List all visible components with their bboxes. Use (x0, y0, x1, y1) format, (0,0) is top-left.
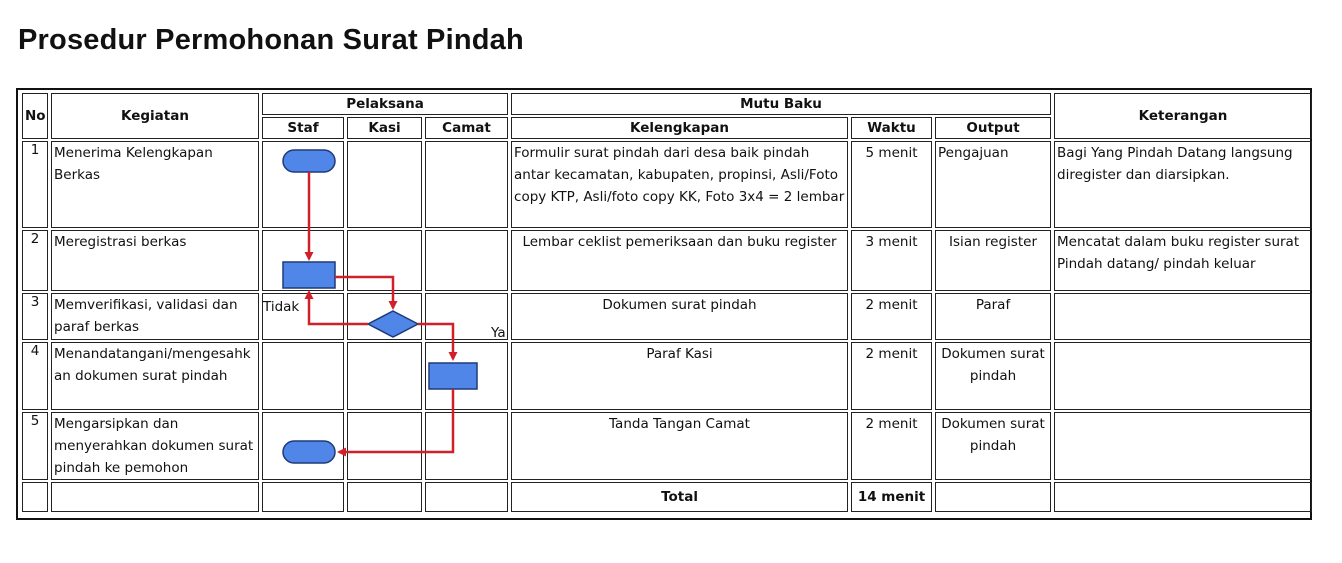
total-output (935, 482, 1051, 512)
cell-camat (425, 412, 508, 480)
row-kegiatan: Meregistrasi berkas (51, 230, 259, 291)
header-keterangan: Keterangan (1054, 93, 1312, 139)
row-no: 1 (22, 141, 48, 228)
header-staf: Staf (262, 117, 344, 139)
row-kelengkapan: Paraf Kasi (511, 342, 848, 410)
row-output: Isian register (935, 230, 1051, 291)
total-staf (262, 482, 344, 512)
row-output: Dokumen surat pindah (935, 342, 1051, 410)
cell-kasi (347, 141, 422, 228)
row-kelengkapan: Formulir surat pindah dari desa baik pindah antar kecamatan, kabupaten, propinsi, Asli/Foto copy KTP, Asli/foto copy KK, Foto 3x4 = 2 lembar (511, 141, 848, 228)
row-waktu: 2 menit (851, 293, 932, 340)
cell-staf (262, 230, 344, 291)
row-kegiatan: Memverifikasi, validasi dan paraf berkas (51, 293, 259, 340)
row-no: 5 (22, 412, 48, 480)
cell-staf (262, 412, 344, 480)
row-keterangan (1054, 293, 1312, 340)
row-output: Pengajuan (935, 141, 1051, 228)
total-row (22, 482, 1312, 512)
row-waktu: 5 menit (851, 141, 932, 228)
row-waktu: 2 menit (851, 342, 932, 410)
label-tidak: Tidak (263, 299, 300, 315)
total-keterangan (1054, 482, 1312, 512)
cell-kasi (347, 230, 422, 291)
table-row (22, 412, 1312, 480)
cell-kasi (347, 342, 422, 410)
table-row (22, 141, 1312, 228)
total-label: Total (511, 482, 848, 512)
header-pelaksana: Pelaksana (262, 93, 508, 115)
row-no: 4 (22, 342, 48, 410)
row-no: 2 (22, 230, 48, 291)
row-kegiatan: Mengarsipkan dan menyerahkan dokumen surat pindah ke pemohon (51, 412, 259, 480)
row-no: 3 (22, 293, 48, 340)
total-waktu: 14 menit (851, 482, 932, 512)
row-kelengkapan: Dokumen surat pindah (511, 293, 848, 340)
total-kegiatan (51, 482, 259, 512)
table-row (22, 342, 1312, 410)
row-kelengkapan: Tanda Tangan Camat (511, 412, 848, 480)
procedure-table (19, 91, 1315, 514)
row-kegiatan: Menandatangani/mengesahkan dokumen surat pindah (51, 342, 259, 410)
cell-kasi (347, 412, 422, 480)
header-output: Output (935, 117, 1051, 139)
row-waktu: 3 menit (851, 230, 932, 291)
row-keterangan (1054, 412, 1312, 480)
header-kegiatan: Kegiatan (51, 93, 259, 139)
label-ya: Ya (491, 325, 506, 341)
header-no: No (22, 93, 48, 139)
header-kasi: Kasi (347, 117, 422, 139)
cell-kasi (347, 293, 422, 340)
row-output: Paraf (935, 293, 1051, 340)
row-kegiatan: Menerima Kelengkapan Berkas (51, 141, 259, 228)
page-title: Prosedur Permohonan Surat Pindah (18, 24, 524, 56)
row-keterangan: Mencatat dalam buku register surat Pindah datang/ pindah keluar (1054, 230, 1312, 291)
row-output: Dokumen surat pindah (935, 412, 1051, 480)
table-row (22, 293, 1312, 340)
header-kelengkapan: Kelengkapan (511, 117, 848, 139)
cell-camat (425, 141, 508, 228)
row-keterangan (1054, 342, 1312, 410)
header-camat: Camat (425, 117, 508, 139)
cell-camat (425, 230, 508, 291)
total-camat (425, 482, 508, 512)
cell-camat (425, 342, 508, 410)
total-kasi (347, 482, 422, 512)
row-kelengkapan: Lembar ceklist pemeriksaan dan buku register (511, 230, 848, 291)
cell-staf (262, 342, 344, 410)
row-waktu: 2 menit (851, 412, 932, 480)
cell-staf (262, 141, 344, 228)
row-keterangan: Bagi Yang Pindah Datang langsung diregister dan diarsipkan. (1054, 141, 1312, 228)
total-no (22, 482, 48, 512)
header-waktu: Waktu (851, 117, 932, 139)
header-mutu-baku: Mutu Baku (511, 93, 1051, 115)
table-row (22, 230, 1312, 291)
